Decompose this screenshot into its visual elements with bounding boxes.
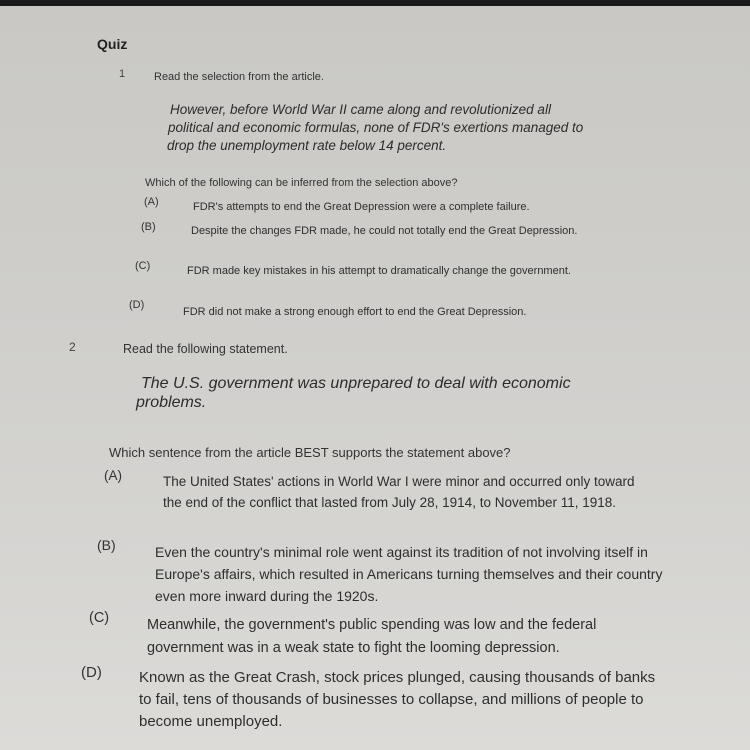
quiz-title: Quiz — [97, 36, 128, 52]
quote-line: However, before World War II came along and revolutionized all — [170, 102, 551, 117]
option-letter-c[interactable]: (C) — [135, 260, 151, 272]
question-text: Which sentence from the article BEST supports the statement above? — [109, 445, 511, 460]
option-text-d[interactable]: Known as the Great Crash, stock prices plunged, causing thousands of banks to fail, tens of thousands of businesses to collapse, and millions of people to become unemployed. — [139, 669, 656, 730]
option-text-a[interactable]: The United States' actions in World War I were minor and occurred only toward the end of the conflict that lasted from July 28, 1914, to November 11, 1918. — [163, 474, 635, 510]
option-text-d[interactable]: FDR did not make a strong enough effort to end the Great Depression. — [183, 306, 527, 318]
option-letter-c[interactable]: (C) — [89, 610, 110, 626]
option-letter-a[interactable]: (A) — [144, 196, 159, 208]
option-letter-d[interactable]: (D) — [81, 664, 102, 681]
option-text-b[interactable]: Even the country's minimal role went against its tradition of not involving itself in Europe's affairs, which resulted in Americans turning themselves and their country even more inward during the 1920s. — [155, 544, 663, 604]
option-letter-a[interactable]: (A) — [104, 468, 122, 483]
option-text-c[interactable]: FDR made key mistakes in his attempt to dramatically change the government. — [187, 265, 571, 277]
option-letter-d[interactable]: (D) — [129, 299, 145, 311]
question-text: Which of the following can be inferred from the selection above? — [145, 177, 458, 189]
quote-line: political and economic formulas, none of FDR's exertions managed to — [168, 120, 584, 135]
option-text-b[interactable]: Despite the changes FDR made, he could not totally end the Great Depression. — [191, 225, 578, 237]
question-number: 1 — [119, 68, 126, 80]
photo-top-edge — [0, 0, 750, 6]
option-text-c[interactable]: Meanwhile, the government's public spending was low and the federal government was in a weak state to fight the looming depression. — [147, 617, 597, 656]
question-number: 2 — [69, 340, 76, 354]
quote-line: drop the unemployment rate below 14 percent. — [167, 138, 447, 153]
quote-line: The U.S. government was unprepared to deal with economic — [141, 375, 571, 392]
option-letter-b[interactable]: (B) — [141, 221, 156, 233]
question-prompt: Read the following statement. — [123, 342, 288, 356]
option-text-a[interactable]: FDR's attempts to end the Great Depression were a complete failure. — [193, 201, 530, 213]
quote-line: problems. — [136, 394, 207, 411]
option-letter-b[interactable]: (B) — [97, 537, 116, 553]
question-prompt: Read the selection from the article. — [154, 71, 324, 83]
